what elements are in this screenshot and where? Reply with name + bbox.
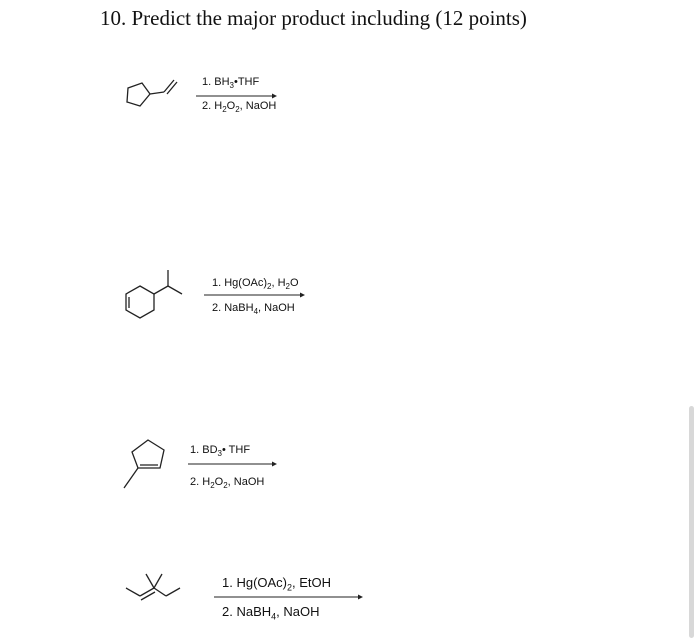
reaction-3-arrow bbox=[188, 459, 278, 469]
molecule-isopropylidene-cyclohexene bbox=[118, 262, 196, 326]
reaction-2-step2: 2. NaBH$_4$, NaOH bbox=[212, 302, 295, 317]
reaction-4-step1: 1. $Hg(OAc)_2$, EtOH bbox=[222, 575, 332, 593]
reaction-3-step1: 1. $BD_3•$ THF bbox=[190, 444, 251, 459]
reaction-2-step1: 1. $Hg(OAc)_2$, $H_2O$ bbox=[212, 277, 299, 292]
reaction-4-step2: 2. NaBH$_4$, NaOH bbox=[222, 604, 320, 622]
question-title: 10. Predict the major product including (12 points) bbox=[100, 6, 527, 30]
reaction-1-step1: 1. $BH_3•THF$ bbox=[202, 76, 260, 91]
reaction-4-arrow bbox=[214, 592, 364, 602]
reaction-2-arrow bbox=[204, 290, 306, 300]
molecule-methylcyclopentene bbox=[116, 436, 176, 496]
reaction-3-step2: 2. $H_2O_2$, NaOH bbox=[190, 476, 265, 491]
molecule-trisubstituted-alkene bbox=[122, 566, 198, 608]
scrollbar[interactable] bbox=[689, 406, 694, 638]
molecule-vinylcyclopentane bbox=[118, 74, 190, 114]
reaction-1-step2: 2. $H_2O_2$, NaOH bbox=[202, 100, 277, 115]
